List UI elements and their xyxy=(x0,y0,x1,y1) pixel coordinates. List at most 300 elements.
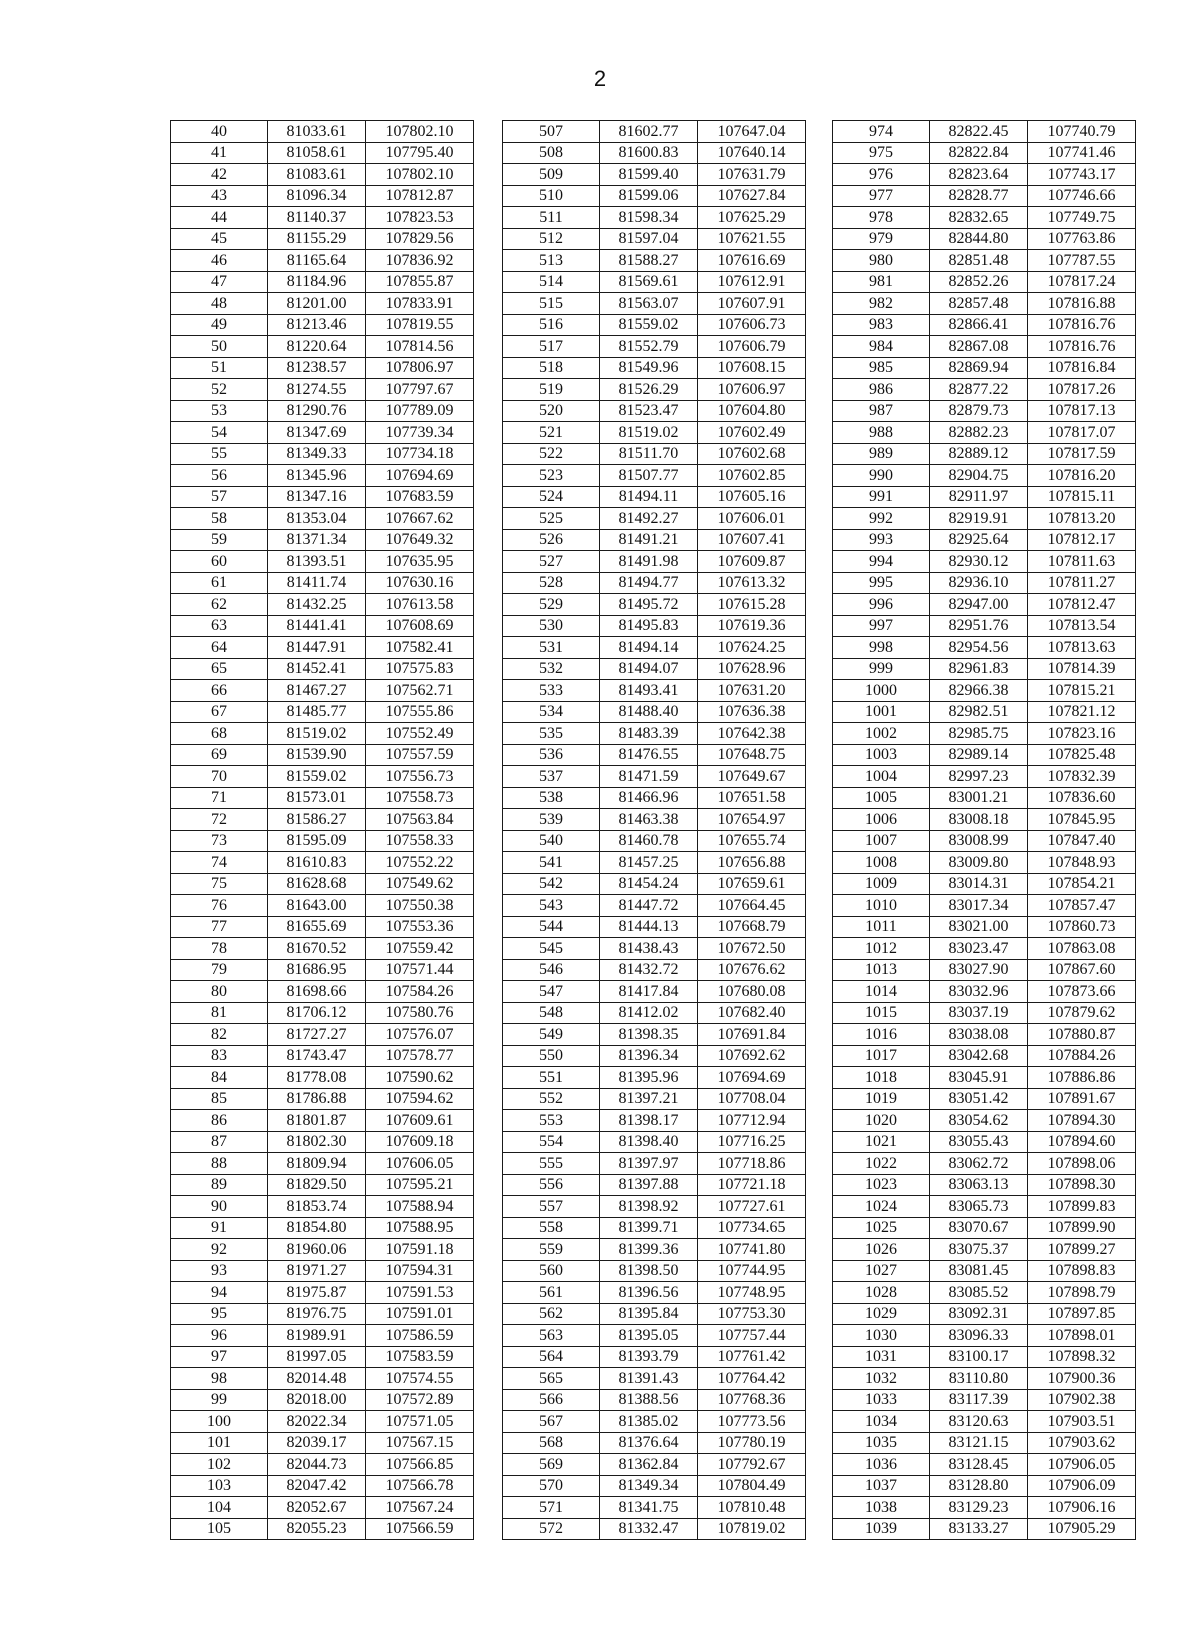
y-coordinate-cell: 107903.62 xyxy=(1028,1432,1136,1454)
y-coordinate-cell: 107802.10 xyxy=(366,121,474,143)
table-row xyxy=(503,1174,806,1196)
table-row xyxy=(503,1475,806,1497)
point-number-cell: 78 xyxy=(171,938,268,960)
x-coordinate-cell: 81371.34 xyxy=(268,529,366,551)
x-coordinate-cell: 83017.34 xyxy=(930,895,1028,917)
y-coordinate-cell: 107814.56 xyxy=(366,336,474,358)
table-row xyxy=(503,723,806,745)
y-coordinate-cell: 107744.95 xyxy=(698,1260,806,1282)
table-row xyxy=(833,185,1136,207)
table-row xyxy=(171,572,474,594)
y-coordinate-cell: 107721.18 xyxy=(698,1174,806,1196)
table-row xyxy=(171,465,474,487)
x-coordinate-cell: 82047.42 xyxy=(268,1475,366,1497)
x-coordinate-cell: 81698.66 xyxy=(268,981,366,1003)
x-coordinate-cell: 81432.25 xyxy=(268,594,366,616)
y-coordinate-cell: 107591.18 xyxy=(366,1239,474,1261)
y-coordinate-cell: 107817.07 xyxy=(1028,422,1136,444)
y-coordinate-cell: 107590.62 xyxy=(366,1067,474,1089)
table-row xyxy=(503,207,806,229)
x-coordinate-cell: 81083.61 xyxy=(268,164,366,186)
x-coordinate-cell: 81588.27 xyxy=(600,250,698,272)
x-coordinate-cell: 81096.34 xyxy=(268,185,366,207)
table-row xyxy=(503,1497,806,1519)
x-coordinate-cell: 81220.64 xyxy=(268,336,366,358)
table-row xyxy=(171,637,474,659)
y-coordinate-cell: 107727.61 xyxy=(698,1196,806,1218)
point-number-cell: 103 xyxy=(171,1475,268,1497)
point-number-cell: 986 xyxy=(833,379,930,401)
table-row xyxy=(833,916,1136,938)
point-number-cell: 65 xyxy=(171,658,268,680)
y-coordinate-cell: 107823.53 xyxy=(366,207,474,229)
point-number-cell: 1013 xyxy=(833,959,930,981)
point-number-cell: 53 xyxy=(171,400,268,422)
y-coordinate-cell: 107898.01 xyxy=(1028,1325,1136,1347)
table-row xyxy=(171,1174,474,1196)
x-coordinate-cell: 81466.96 xyxy=(600,787,698,809)
x-coordinate-cell: 83045.91 xyxy=(930,1067,1028,1089)
table-row xyxy=(833,508,1136,530)
table-row xyxy=(503,1239,806,1261)
x-coordinate-cell: 81476.55 xyxy=(600,744,698,766)
table-row xyxy=(503,271,806,293)
y-coordinate-cell: 107902.38 xyxy=(1028,1389,1136,1411)
x-coordinate-cell: 81399.36 xyxy=(600,1239,698,1261)
y-coordinate-cell: 107609.18 xyxy=(366,1131,474,1153)
point-number-cell: 1016 xyxy=(833,1024,930,1046)
point-number-cell: 524 xyxy=(503,486,600,508)
table-row xyxy=(171,680,474,702)
x-coordinate-cell: 81829.50 xyxy=(268,1174,366,1196)
point-number-cell: 1034 xyxy=(833,1411,930,1433)
y-coordinate-cell: 107815.11 xyxy=(1028,486,1136,508)
point-number-cell: 996 xyxy=(833,594,930,616)
table-row xyxy=(833,250,1136,272)
table-row xyxy=(171,271,474,293)
table-row xyxy=(503,400,806,422)
x-coordinate-cell: 81519.02 xyxy=(600,422,698,444)
table-row xyxy=(171,1131,474,1153)
table-row xyxy=(503,1002,806,1024)
point-number-cell: 995 xyxy=(833,572,930,594)
x-coordinate-cell: 82985.75 xyxy=(930,723,1028,745)
y-coordinate-cell: 107694.69 xyxy=(698,1067,806,1089)
table-row xyxy=(833,121,1136,143)
x-coordinate-cell: 81602.77 xyxy=(600,121,698,143)
x-coordinate-cell: 81488.40 xyxy=(600,701,698,723)
y-coordinate-cell: 107578.77 xyxy=(366,1045,474,1067)
table-row xyxy=(171,1475,474,1497)
x-coordinate-cell: 82869.94 xyxy=(930,357,1028,379)
point-number-cell: 1014 xyxy=(833,981,930,1003)
point-number-cell: 509 xyxy=(503,164,600,186)
point-number-cell: 1006 xyxy=(833,809,930,831)
y-coordinate-cell: 107763.86 xyxy=(1028,228,1136,250)
x-coordinate-cell: 81165.64 xyxy=(268,250,366,272)
y-coordinate-cell: 107819.02 xyxy=(698,1518,806,1540)
point-number-cell: 507 xyxy=(503,121,600,143)
point-number-cell: 538 xyxy=(503,787,600,809)
x-coordinate-cell: 81155.29 xyxy=(268,228,366,250)
x-coordinate-cell: 81686.95 xyxy=(268,959,366,981)
y-coordinate-cell: 107627.84 xyxy=(698,185,806,207)
coordinate-table-1 xyxy=(170,120,474,1540)
point-number-cell: 975 xyxy=(833,142,930,164)
y-coordinate-cell: 107659.61 xyxy=(698,873,806,895)
table-row xyxy=(833,938,1136,960)
point-number-cell: 536 xyxy=(503,744,600,766)
y-coordinate-cell: 107906.09 xyxy=(1028,1475,1136,1497)
y-coordinate-cell: 107607.91 xyxy=(698,293,806,315)
x-coordinate-cell: 81971.27 xyxy=(268,1260,366,1282)
x-coordinate-cell: 81989.91 xyxy=(268,1325,366,1347)
point-number-cell: 86 xyxy=(171,1110,268,1132)
point-number-cell: 54 xyxy=(171,422,268,444)
point-number-cell: 540 xyxy=(503,830,600,852)
table-row xyxy=(833,744,1136,766)
table-row xyxy=(171,981,474,1003)
table-row xyxy=(503,766,806,788)
table-row xyxy=(503,164,806,186)
x-coordinate-cell: 82828.77 xyxy=(930,185,1028,207)
y-coordinate-cell: 107761.42 xyxy=(698,1346,806,1368)
y-coordinate-cell: 107594.31 xyxy=(366,1260,474,1282)
point-number-cell: 89 xyxy=(171,1174,268,1196)
x-coordinate-cell: 81398.40 xyxy=(600,1131,698,1153)
x-coordinate-cell: 81238.57 xyxy=(268,357,366,379)
y-coordinate-cell: 107880.87 xyxy=(1028,1024,1136,1046)
y-coordinate-cell: 107615.28 xyxy=(698,594,806,616)
y-coordinate-cell: 107602.49 xyxy=(698,422,806,444)
x-coordinate-cell: 81395.96 xyxy=(600,1067,698,1089)
table-row xyxy=(833,572,1136,594)
table-row xyxy=(503,443,806,465)
x-coordinate-cell: 82911.97 xyxy=(930,486,1028,508)
y-coordinate-cell: 107898.83 xyxy=(1028,1260,1136,1282)
y-coordinate-cell: 107602.68 xyxy=(698,443,806,465)
point-number-cell: 571 xyxy=(503,1497,600,1519)
table-row xyxy=(171,529,474,551)
y-coordinate-cell: 107594.62 xyxy=(366,1088,474,1110)
x-coordinate-cell: 82925.64 xyxy=(930,529,1028,551)
y-coordinate-cell: 107897.85 xyxy=(1028,1303,1136,1325)
y-coordinate-cell: 107860.73 xyxy=(1028,916,1136,938)
x-coordinate-cell: 81569.61 xyxy=(600,271,698,293)
y-coordinate-cell: 107817.59 xyxy=(1028,443,1136,465)
x-coordinate-cell: 81786.88 xyxy=(268,1088,366,1110)
y-coordinate-cell: 107899.90 xyxy=(1028,1217,1136,1239)
point-number-cell: 998 xyxy=(833,637,930,659)
y-coordinate-cell: 107586.59 xyxy=(366,1325,474,1347)
point-number-cell: 526 xyxy=(503,529,600,551)
table-row xyxy=(503,1303,806,1325)
point-number-cell: 558 xyxy=(503,1217,600,1239)
y-coordinate-cell: 107651.58 xyxy=(698,787,806,809)
y-coordinate-cell: 107743.17 xyxy=(1028,164,1136,186)
point-number-cell: 1039 xyxy=(833,1518,930,1540)
y-coordinate-cell: 107640.14 xyxy=(698,142,806,164)
x-coordinate-cell: 83063.13 xyxy=(930,1174,1028,1196)
table-row xyxy=(833,1411,1136,1433)
x-coordinate-cell: 83081.45 xyxy=(930,1260,1028,1282)
point-number-cell: 94 xyxy=(171,1282,268,1304)
table-row xyxy=(503,1131,806,1153)
y-coordinate-cell: 107571.44 xyxy=(366,959,474,981)
y-coordinate-cell: 107768.36 xyxy=(698,1389,806,1411)
table-row xyxy=(171,1260,474,1282)
x-coordinate-cell: 81491.98 xyxy=(600,551,698,573)
table-row xyxy=(171,787,474,809)
point-number-cell: 527 xyxy=(503,551,600,573)
y-coordinate-cell: 107891.67 xyxy=(1028,1088,1136,1110)
x-coordinate-cell: 81432.72 xyxy=(600,959,698,981)
point-number-cell: 96 xyxy=(171,1325,268,1347)
x-coordinate-cell: 82039.17 xyxy=(268,1432,366,1454)
table-row xyxy=(503,916,806,938)
point-number-cell: 568 xyxy=(503,1432,600,1454)
table-row xyxy=(503,551,806,573)
x-coordinate-cell: 81628.68 xyxy=(268,873,366,895)
point-number-cell: 1020 xyxy=(833,1110,930,1132)
point-number-cell: 988 xyxy=(833,422,930,444)
x-coordinate-cell: 82851.48 xyxy=(930,250,1028,272)
point-number-cell: 84 xyxy=(171,1067,268,1089)
y-coordinate-cell: 107741.80 xyxy=(698,1239,806,1261)
x-coordinate-cell: 82904.75 xyxy=(930,465,1028,487)
y-coordinate-cell: 107556.73 xyxy=(366,766,474,788)
y-coordinate-cell: 107619.36 xyxy=(698,615,806,637)
point-number-cell: 1022 xyxy=(833,1153,930,1175)
table-row xyxy=(503,572,806,594)
x-coordinate-cell: 81610.83 xyxy=(268,852,366,874)
y-coordinate-cell: 107802.10 xyxy=(366,164,474,186)
y-coordinate-cell: 107894.60 xyxy=(1028,1131,1136,1153)
y-coordinate-cell: 107606.73 xyxy=(698,314,806,336)
x-coordinate-cell: 81395.84 xyxy=(600,1303,698,1325)
y-coordinate-cell: 107567.24 xyxy=(366,1497,474,1519)
y-coordinate-cell: 107894.30 xyxy=(1028,1110,1136,1132)
table-row xyxy=(833,336,1136,358)
x-coordinate-cell: 81801.87 xyxy=(268,1110,366,1132)
y-coordinate-cell: 107816.84 xyxy=(1028,357,1136,379)
table-row xyxy=(833,1282,1136,1304)
table-row xyxy=(833,293,1136,315)
point-number-cell: 541 xyxy=(503,852,600,874)
y-coordinate-cell: 107825.48 xyxy=(1028,744,1136,766)
point-number-cell: 77 xyxy=(171,916,268,938)
table-row xyxy=(171,594,474,616)
table-row xyxy=(503,744,806,766)
table-row xyxy=(503,1088,806,1110)
x-coordinate-cell: 81033.61 xyxy=(268,121,366,143)
point-number-cell: 85 xyxy=(171,1088,268,1110)
y-coordinate-cell: 107574.55 xyxy=(366,1368,474,1390)
y-coordinate-cell: 107572.89 xyxy=(366,1389,474,1411)
table-row xyxy=(171,873,474,895)
x-coordinate-cell: 82022.34 xyxy=(268,1411,366,1433)
y-coordinate-cell: 107806.97 xyxy=(366,357,474,379)
y-coordinate-cell: 107583.59 xyxy=(366,1346,474,1368)
table-row xyxy=(171,1196,474,1218)
table-row xyxy=(833,658,1136,680)
point-number-cell: 987 xyxy=(833,400,930,422)
x-coordinate-cell: 81552.79 xyxy=(600,336,698,358)
table-row xyxy=(171,486,474,508)
x-coordinate-cell: 82044.73 xyxy=(268,1454,366,1476)
table-row xyxy=(833,164,1136,186)
point-number-cell: 977 xyxy=(833,185,930,207)
table-row xyxy=(171,357,474,379)
x-coordinate-cell: 81597.04 xyxy=(600,228,698,250)
x-coordinate-cell: 83120.63 xyxy=(930,1411,1028,1433)
x-coordinate-cell: 81441.41 xyxy=(268,615,366,637)
x-coordinate-cell: 81743.47 xyxy=(268,1045,366,1067)
y-coordinate-cell: 107740.79 xyxy=(1028,121,1136,143)
x-coordinate-cell: 81485.77 xyxy=(268,701,366,723)
x-coordinate-cell: 81411.74 xyxy=(268,572,366,594)
table-row xyxy=(171,830,474,852)
x-coordinate-cell: 83042.68 xyxy=(930,1045,1028,1067)
x-coordinate-cell: 81549.96 xyxy=(600,357,698,379)
point-number-cell: 98 xyxy=(171,1368,268,1390)
x-coordinate-cell: 81492.27 xyxy=(600,508,698,530)
y-coordinate-cell: 107816.76 xyxy=(1028,336,1136,358)
point-number-cell: 562 xyxy=(503,1303,600,1325)
x-coordinate-cell: 81454.24 xyxy=(600,873,698,895)
point-number-cell: 56 xyxy=(171,465,268,487)
table-row xyxy=(171,1045,474,1067)
table-row xyxy=(171,1110,474,1132)
table-row xyxy=(503,336,806,358)
table-row xyxy=(833,1174,1136,1196)
x-coordinate-cell: 81494.14 xyxy=(600,637,698,659)
point-number-cell: 990 xyxy=(833,465,930,487)
y-coordinate-cell: 107836.60 xyxy=(1028,787,1136,809)
point-number-cell: 60 xyxy=(171,551,268,573)
y-coordinate-cell: 107571.05 xyxy=(366,1411,474,1433)
y-coordinate-cell: 107813.54 xyxy=(1028,615,1136,637)
point-number-cell: 564 xyxy=(503,1346,600,1368)
coordinate-table-2 xyxy=(502,120,806,1540)
x-coordinate-cell: 81573.01 xyxy=(268,787,366,809)
point-number-cell: 565 xyxy=(503,1368,600,1390)
point-number-cell: 518 xyxy=(503,357,600,379)
y-coordinate-cell: 107845.95 xyxy=(1028,809,1136,831)
table-row xyxy=(171,250,474,272)
y-coordinate-cell: 107595.21 xyxy=(366,1174,474,1196)
point-number-cell: 983 xyxy=(833,314,930,336)
point-number-cell: 1015 xyxy=(833,1002,930,1024)
point-number-cell: 550 xyxy=(503,1045,600,1067)
table-row xyxy=(833,1002,1136,1024)
table-row xyxy=(503,701,806,723)
x-coordinate-cell: 82832.65 xyxy=(930,207,1028,229)
point-number-cell: 57 xyxy=(171,486,268,508)
y-coordinate-cell: 107734.18 xyxy=(366,443,474,465)
y-coordinate-cell: 107566.85 xyxy=(366,1454,474,1476)
y-coordinate-cell: 107656.88 xyxy=(698,852,806,874)
table-row xyxy=(833,1518,1136,1540)
table-row xyxy=(833,594,1136,616)
table-row xyxy=(503,142,806,164)
table-row xyxy=(171,938,474,960)
y-coordinate-cell: 107753.30 xyxy=(698,1303,806,1325)
x-coordinate-cell: 81853.74 xyxy=(268,1196,366,1218)
point-number-cell: 528 xyxy=(503,572,600,594)
point-number-cell: 974 xyxy=(833,121,930,143)
table-row xyxy=(503,228,806,250)
table-row xyxy=(833,1088,1136,1110)
point-number-cell: 101 xyxy=(171,1432,268,1454)
x-coordinate-cell: 81976.75 xyxy=(268,1303,366,1325)
table-row xyxy=(833,379,1136,401)
table-row xyxy=(171,379,474,401)
table-row xyxy=(833,1196,1136,1218)
x-coordinate-cell: 83008.18 xyxy=(930,809,1028,831)
y-coordinate-cell: 107606.01 xyxy=(698,508,806,530)
y-coordinate-cell: 107739.34 xyxy=(366,422,474,444)
x-coordinate-cell: 81396.56 xyxy=(600,1282,698,1304)
table-row xyxy=(503,680,806,702)
point-number-cell: 1001 xyxy=(833,701,930,723)
x-coordinate-cell: 81399.71 xyxy=(600,1217,698,1239)
x-coordinate-cell: 81140.37 xyxy=(268,207,366,229)
point-number-cell: 556 xyxy=(503,1174,600,1196)
y-coordinate-cell: 107829.56 xyxy=(366,228,474,250)
x-coordinate-cell: 83121.15 xyxy=(930,1432,1028,1454)
x-coordinate-cell: 81519.02 xyxy=(268,723,366,745)
point-number-cell: 1031 xyxy=(833,1346,930,1368)
y-coordinate-cell: 107832.39 xyxy=(1028,766,1136,788)
point-number-cell: 985 xyxy=(833,357,930,379)
y-coordinate-cell: 107817.13 xyxy=(1028,400,1136,422)
point-number-cell: 508 xyxy=(503,142,600,164)
point-number-cell: 104 xyxy=(171,1497,268,1519)
y-coordinate-cell: 107823.16 xyxy=(1028,723,1136,745)
y-coordinate-cell: 107575.83 xyxy=(366,658,474,680)
y-coordinate-cell: 107833.91 xyxy=(366,293,474,315)
y-coordinate-cell: 107612.91 xyxy=(698,271,806,293)
y-coordinate-cell: 107649.32 xyxy=(366,529,474,551)
point-number-cell: 545 xyxy=(503,938,600,960)
point-number-cell: 47 xyxy=(171,271,268,293)
x-coordinate-cell: 81507.77 xyxy=(600,465,698,487)
y-coordinate-cell: 107797.67 xyxy=(366,379,474,401)
y-coordinate-cell: 107682.40 xyxy=(698,1002,806,1024)
point-number-cell: 514 xyxy=(503,271,600,293)
x-coordinate-cell: 81393.79 xyxy=(600,1346,698,1368)
table-row xyxy=(171,185,474,207)
x-coordinate-cell: 82889.12 xyxy=(930,443,1028,465)
point-number-cell: 1025 xyxy=(833,1217,930,1239)
y-coordinate-cell: 107810.48 xyxy=(698,1497,806,1519)
y-coordinate-cell: 107773.56 xyxy=(698,1411,806,1433)
x-coordinate-cell: 83128.45 xyxy=(930,1454,1028,1476)
x-coordinate-cell: 81398.92 xyxy=(600,1196,698,1218)
y-coordinate-cell: 107867.60 xyxy=(1028,959,1136,981)
point-number-cell: 44 xyxy=(171,207,268,229)
table-row xyxy=(503,959,806,981)
y-coordinate-cell: 107604.80 xyxy=(698,400,806,422)
point-number-cell: 92 xyxy=(171,1239,268,1261)
point-number-cell: 61 xyxy=(171,572,268,594)
table-row xyxy=(833,1368,1136,1390)
point-number-cell: 99 xyxy=(171,1389,268,1411)
y-coordinate-cell: 107606.79 xyxy=(698,336,806,358)
y-coordinate-cell: 107899.27 xyxy=(1028,1239,1136,1261)
point-number-cell: 50 xyxy=(171,336,268,358)
